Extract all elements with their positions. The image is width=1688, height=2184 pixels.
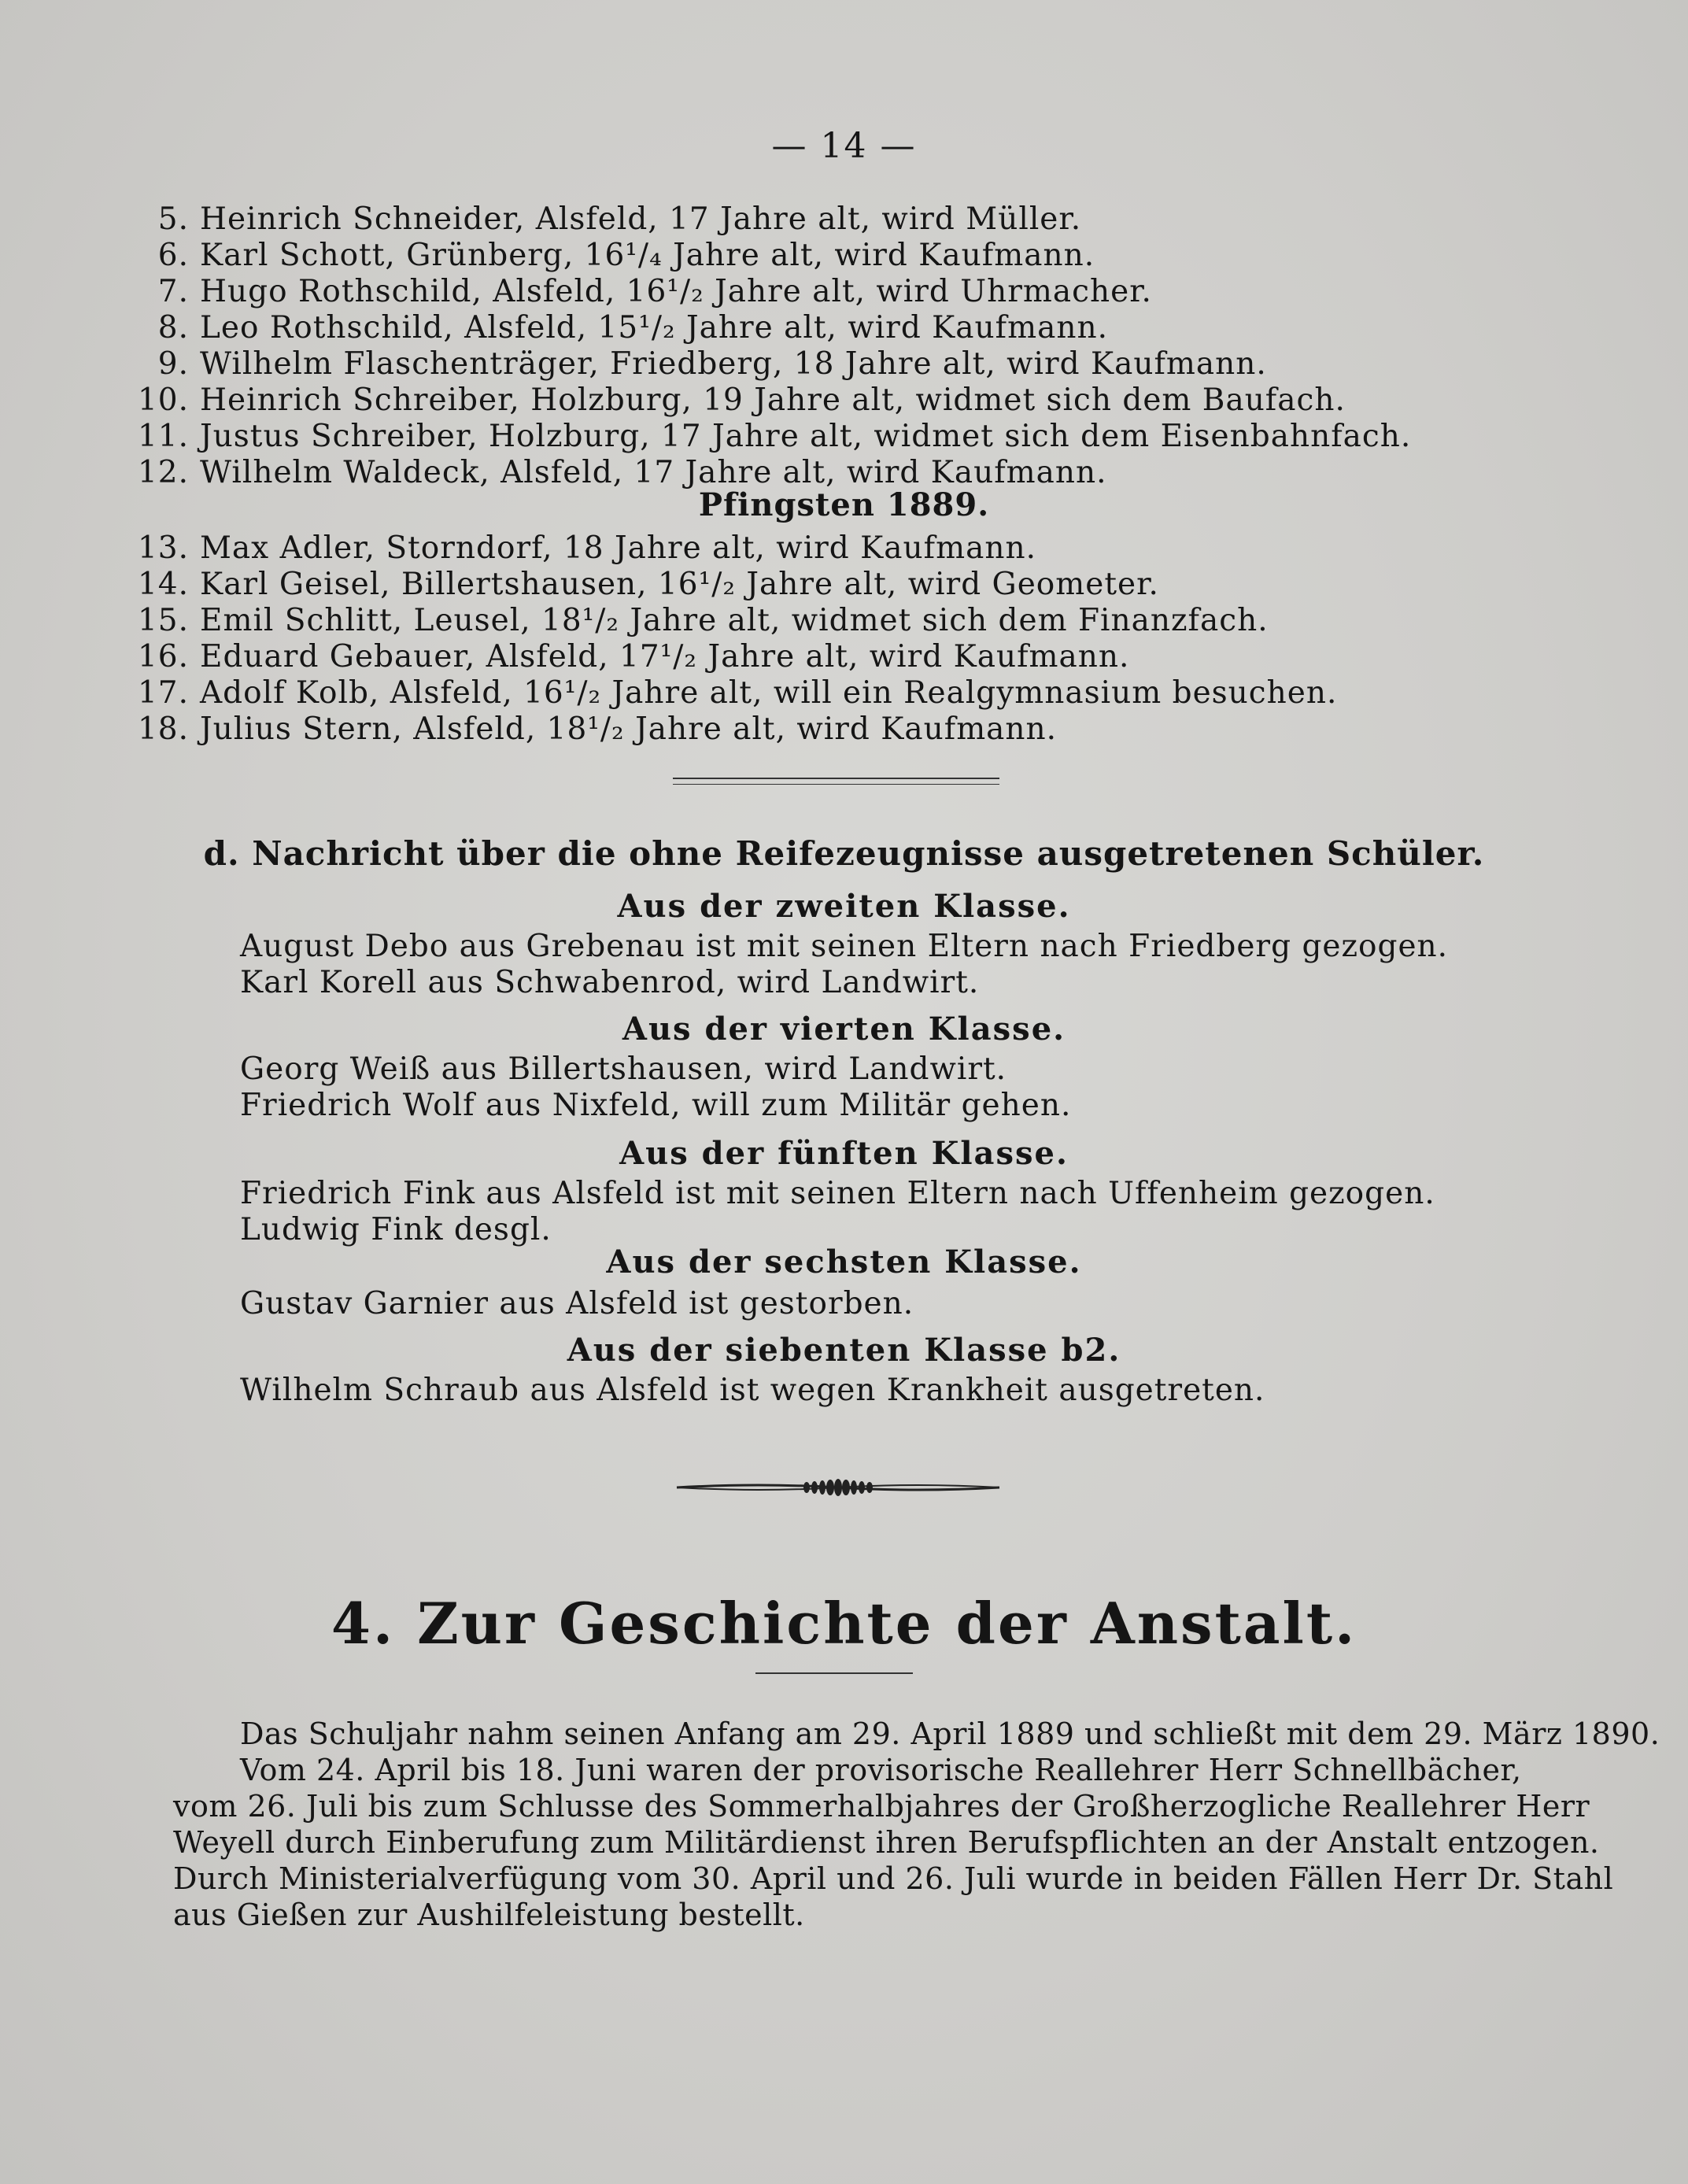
class-line: August Debo aus Grebenau ist mit seinen Eltern nach Friedberg gezogen. bbox=[240, 929, 1449, 964]
list-item bbox=[118, 346, 1267, 382]
class-line: Gustav Garnier aus Alsfeld ist gestorben. bbox=[240, 1286, 914, 1321]
list-item bbox=[118, 639, 1129, 675]
list-item bbox=[118, 419, 1411, 455]
list-item-text: Karl Schott, Grünberg, 16¹/₄ Jahre alt, wird Kaufmann. bbox=[200, 238, 1095, 273]
list-item-number: 9. bbox=[157, 346, 189, 382]
class-heading: Aus der zweiten Klasse. bbox=[617, 888, 1071, 925]
list-item-text: Hugo Rothschild, Alsfeld, 16¹/₂ Jahre alt, wird Uhrmacher. bbox=[200, 274, 1152, 309]
list-item-number: 10. bbox=[137, 382, 189, 418]
class-line: Karl Korell aus Schwabenrod, wird Landwirt. bbox=[240, 965, 980, 1000]
list-item-text: Eduard Gebauer, Alsfeld, 17¹/₂ Jahre alt, wird Kaufmann. bbox=[200, 639, 1130, 674]
list-item-number: 12. bbox=[137, 455, 189, 490]
list-item-number: 14. bbox=[137, 567, 189, 602]
paragraph-line: Das Schuljahr nahm seinen Anfang am 29. April 1889 und schließt mit dem 29. März 1890. bbox=[240, 1717, 1660, 1751]
title-underline bbox=[755, 1672, 913, 1674]
pfingsten-heading: Pfingsten 1889. bbox=[698, 486, 990, 523]
list-item-number: 11. bbox=[137, 419, 189, 454]
list-item bbox=[118, 675, 1337, 711]
section-4-title: 4. Zur Geschichte der Anstalt. bbox=[331, 1590, 1357, 1657]
paragraph-line: Weyell durch Einberufung zum Militärdienst ihren Berufspflichten an der Anstalt entzogen. bbox=[173, 1825, 1600, 1860]
list-item bbox=[118, 274, 1152, 310]
list-item-text: Justus Schreiber, Holzburg, 17 Jahre alt, widmet sich dem Eisenbahnfach. bbox=[200, 419, 1412, 454]
class-line: Ludwig Fink desgl. bbox=[240, 1212, 552, 1247]
list-item-text: Wilhelm Waldeck, Alsfeld, 17 Jahre alt, wird Kaufmann. bbox=[200, 455, 1107, 490]
list-item-text: Julius Stern, Alsfeld, 18¹/₂ Jahre alt, wird Kaufmann. bbox=[200, 711, 1058, 747]
page-number: — 14 — bbox=[771, 126, 917, 166]
class-heading: Aus der siebenten Klasse b2. bbox=[567, 1332, 1121, 1369]
class-heading: Aus der fünften Klasse. bbox=[619, 1135, 1069, 1172]
list-item-number: 18. bbox=[137, 711, 189, 747]
list-item bbox=[118, 238, 1095, 274]
ornament-divider-icon bbox=[673, 1472, 1003, 1503]
list-item-text: Karl Geisel, Billertshausen, 16¹/₂ Jahre alt, wird Geometer. bbox=[200, 567, 1159, 602]
class-line: Friedrich Wolf aus Nixfeld, will zum Militär gehen. bbox=[240, 1088, 1072, 1123]
list-item-number: 8. bbox=[157, 310, 189, 346]
list-item bbox=[118, 382, 1346, 419]
list-item-text: Leo Rothschild, Alsfeld, 15¹/₂ Jahre alt, wird Kaufmann. bbox=[200, 310, 1108, 346]
class-line: Wilhelm Schraub aus Alsfeld ist wegen Krankheit ausgetreten. bbox=[240, 1373, 1265, 1408]
class-heading: Aus der vierten Klasse. bbox=[622, 1011, 1066, 1048]
list-item bbox=[118, 603, 1269, 639]
class-line: Friedrich Fink aus Alsfeld ist mit seinen Eltern nach Uffenheim gezogen. bbox=[240, 1176, 1435, 1211]
list-item-text: Emil Schlitt, Leusel, 18¹/₂ Jahre alt, widmet sich dem Finanzfach. bbox=[200, 603, 1269, 638]
list-item bbox=[118, 310, 1108, 346]
list-item-text: Max Adler, Storndorf, 18 Jahre alt, wird Kaufmann. bbox=[200, 530, 1036, 566]
list-item-number: 6. bbox=[157, 238, 189, 273]
list-item-number: 5. bbox=[157, 201, 189, 237]
list-item-text: Heinrich Schreiber, Holzburg, 19 Jahre alt, widmet sich dem Baufach. bbox=[200, 382, 1346, 418]
paragraph-line: aus Gießen zur Aushilfeleistung bestellt. bbox=[173, 1898, 805, 1932]
paragraph-line: vom 26. Juli bis zum Schlusse des Sommerhalbjahres der Großherzogliche Reallehrer Herr bbox=[173, 1789, 1590, 1824]
list-item-number: 13. bbox=[137, 530, 189, 566]
list-item-number: 17. bbox=[137, 675, 189, 711]
class-heading: Aus der sechsten Klasse. bbox=[606, 1244, 1082, 1280]
separator-rule bbox=[673, 778, 999, 779]
list-item-number: 16. bbox=[137, 639, 189, 674]
paragraph-line: Vom 24. April bis 18. Juni waren der provisorische Reallehrer Herr Schnellbächer, bbox=[240, 1753, 1522, 1787]
list-item bbox=[118, 530, 1036, 567]
list-item-text: Adolf Kolb, Alsfeld, 16¹/₂ Jahre alt, will ein Realgymnasium besuchen. bbox=[200, 675, 1338, 711]
paragraph-line: Durch Ministerialverfügung vom 30. April und 26. Juli wurde in beiden Fällen Herr Dr. Stahl bbox=[173, 1861, 1614, 1896]
list-item bbox=[118, 201, 1081, 238]
list-item-text: Heinrich Schneider, Alsfeld, 17 Jahre alt, wird Müller. bbox=[200, 201, 1082, 237]
list-item-text: Wilhelm Flaschenträger, Friedberg, 18 Jahre alt, wird Kaufmann. bbox=[200, 346, 1267, 382]
separator-rule bbox=[673, 784, 999, 785]
list-item bbox=[118, 567, 1159, 603]
section-d-title: d. Nachricht über die ohne Reifezeugnisse ausgetretenen Schüler. bbox=[203, 834, 1485, 873]
list-item bbox=[118, 711, 1057, 748]
class-line: Georg Weiß aus Billertshausen, wird Landwirt. bbox=[240, 1051, 1007, 1087]
list-item-number: 15. bbox=[137, 603, 189, 638]
list-item-number: 7. bbox=[157, 274, 189, 309]
